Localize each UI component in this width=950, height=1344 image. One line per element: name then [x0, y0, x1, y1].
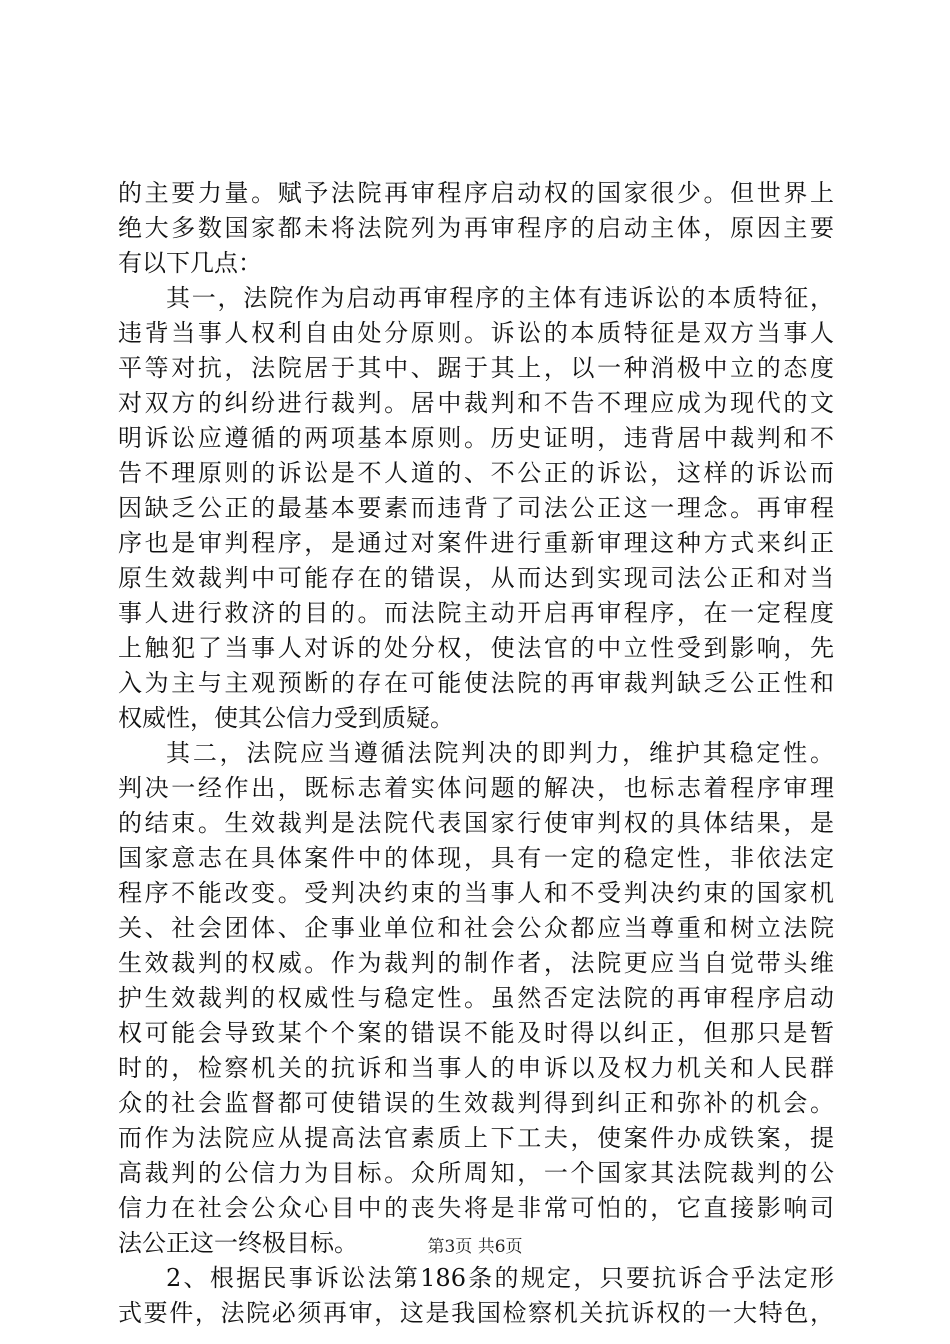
- text-line: 告不理原则的诉讼是不人道的、不公正的诉讼，这样的诉讼而: [118, 459, 834, 487]
- text-line: 因缺乏公正的最基本要素而违背了司法公正这一理念。再审程: [118, 494, 834, 522]
- text-line: 法公正这一终极目标。: [118, 1229, 358, 1257]
- text-line: 的结束。生效裁判是法院代表国家行使审判权的具体结果，是: [118, 809, 834, 837]
- text-line: 高裁判的公信力为目标。众所周知，一个国家其法院裁判的公: [118, 1159, 834, 1187]
- text-line: 有以下几点：: [118, 249, 262, 277]
- text-line: 事人进行救济的目的。而法院主动开启再审程序，在一定程度: [118, 599, 834, 627]
- body-text: [118, 176, 834, 1331]
- text-line: 程序不能改变。受判决约束的当事人和不受判决约束的国家机: [118, 879, 834, 907]
- text-line: 式要件，法院必须再审，这是我国检察机关抗诉权的一大特色，: [118, 1299, 834, 1327]
- text-line: 明诉讼应遵循的两项基本原则。历史证明，违背居中裁判和不: [118, 424, 834, 452]
- text-line: 的主要力量。赋予法院再审程序启动权的国家很少。但世界上: [118, 179, 834, 207]
- text-line: 权可能会导致某个个案的错误不能及时得以纠正，但那只是暂: [118, 1019, 834, 1047]
- text-line: 序也是审判程序，是通过对案件进行重新审理这种方式来纠正: [118, 529, 834, 557]
- text-line: 其二，法院应当遵循法院判决的即判力，维护其稳定性。: [166, 739, 834, 767]
- text-line: 护生效裁判的权威性与稳定性。虽然否定法院的再审程序启动: [118, 984, 834, 1012]
- text-line: 其一，法院作为启动再审程序的主体有违诉讼的本质特征，: [166, 284, 834, 312]
- text-line: 绝大多数国家都未将法院列为再审程序的启动主体，原因主要: [118, 214, 834, 242]
- text-line: 判决一经作出，既标志着实体问题的解决，也标志着程序审理: [118, 774, 834, 802]
- text-line: 国家意志在具体案件中的体现，具有一定的稳定性，非依法定: [118, 844, 834, 872]
- text-line: 关、社会团体、企事业单位和社会公众都应当尊重和树立法院: [118, 914, 834, 942]
- text-line: 对双方的纠纷进行裁判。居中裁判和不告不理应成为现代的文: [118, 389, 834, 417]
- text-line: 违背当事人权利自由处分原则。诉讼的本质特征是双方当事人: [118, 319, 834, 347]
- text-line: 生效裁判的权威。作为裁判的制作者，法院更应当自觉带头维: [118, 949, 834, 977]
- page-footer: 第3页 共6页: [427, 1237, 523, 1257]
- text-line: 权威性，使其公信力受到质疑。: [118, 704, 454, 732]
- text-line: 上触犯了当事人对诉的处分权，使法官的中立性受到影响，先: [118, 634, 834, 662]
- text-line: 而作为法院应从提高法官素质上下工夫，使案件办成铁案，提: [118, 1124, 834, 1152]
- text-line: 平等对抗，法院居于其中、踞于其上，以一种消极中立的态度: [118, 354, 834, 382]
- text-line: 2、根据民事诉讼法第186条的规定，只要抗诉合乎法定形: [166, 1264, 834, 1292]
- text-line: 众的社会监督都可使错误的生效裁判得到纠正和弥补的机会。: [118, 1089, 834, 1117]
- text-line: 时的，检察机关的抗诉和当事人的申诉以及权力机关和人民群: [118, 1054, 834, 1082]
- text-line: 信力在社会公众心目中的丧失将是非常可怕的，它直接影响司: [118, 1194, 834, 1222]
- text-line: 原生效裁判中可能存在的错误，从而达到实现司法公正和对当: [118, 564, 834, 592]
- text-line: 入为主与主观预断的存在可能使法院的再审裁判缺乏公正性和: [118, 669, 834, 697]
